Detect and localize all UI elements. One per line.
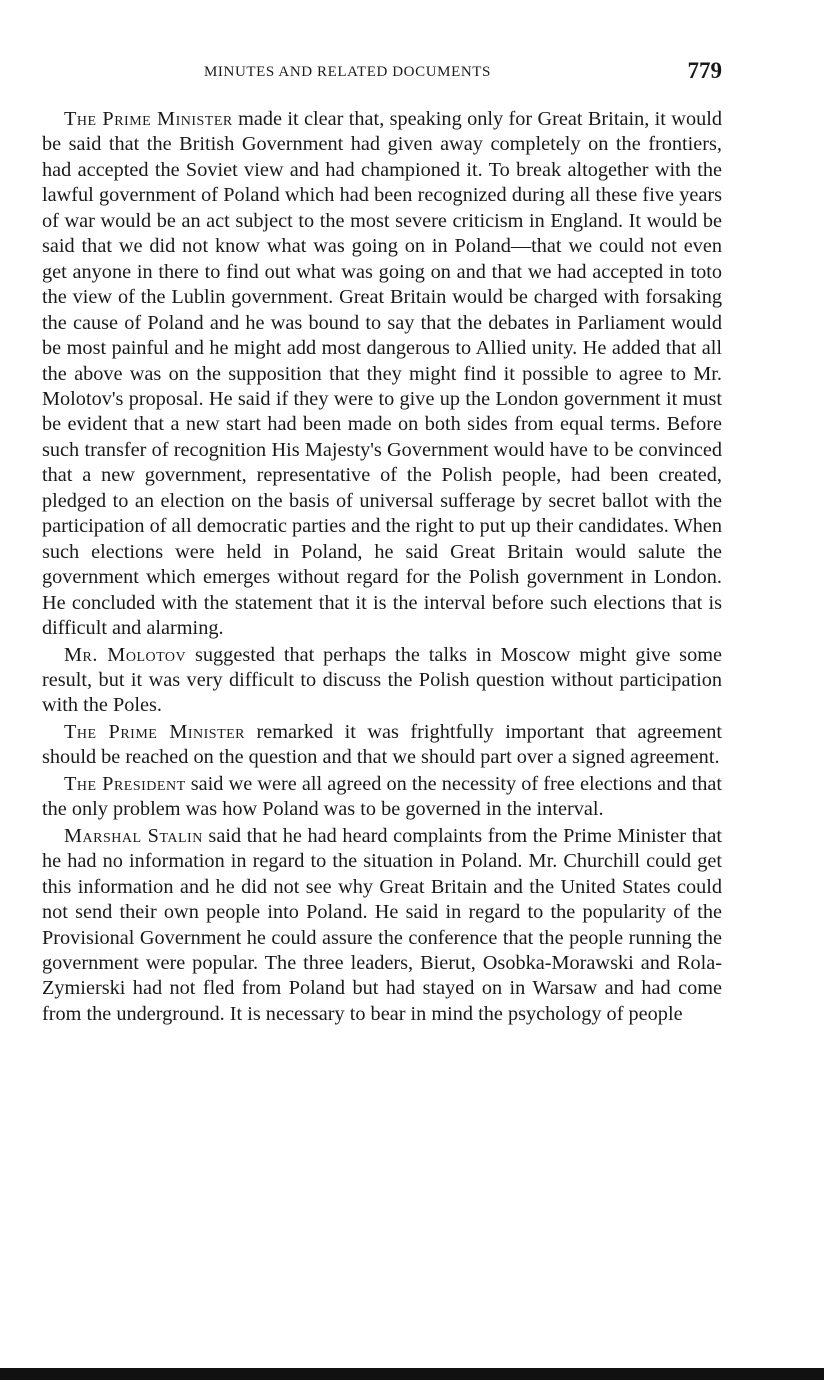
speaker-name: Mr. Molotov	[64, 643, 187, 666]
paragraph-text: said that he had heard complaints from the Prime Minister that he had no information in regard to the situation in Poland. Mr. Churchill could get this information and he did not see why Great Britain and the United States could not send their own people into Poland. He said in regard to the popularity of the Provisional Government he could assure the conference that the people running the government were popular. The three leaders, Bierut, Osobka-Morawski and Rola-Zymierski had not fled from Poland but had stayed on in Warsaw and had come from the underground. It is necessary to bear in mind the psychology of people	[42, 824, 722, 1025]
paragraph	[42, 643, 722, 719]
speaker-name: Marshal Stalin	[64, 824, 203, 847]
paragraph-text: suggested that perhaps the talks in Moscow might give some result, but it was very difficult to discuss the Polish question without participation with the Poles.	[42, 643, 722, 717]
running-head: MINUTES AND RELATED DOCUMENTS	[204, 64, 491, 80]
speaker-name: The Prime Minister	[64, 720, 246, 743]
paragraph	[42, 772, 722, 823]
speaker-name: The Prime Minister	[64, 108, 233, 130]
paragraph	[42, 720, 722, 771]
page-bottom-border	[0, 1368, 824, 1380]
paragraph-text: remarked it was frightfully important that agreement should be reached on the question and that we should part over a signed agreement.	[42, 720, 722, 769]
paragraph	[42, 107, 722, 642]
paragraph	[42, 824, 722, 1028]
page-header	[42, 58, 722, 88]
paragraph-text: said we were all agreed on the necessity of free elections and that the only problem was how Poland was to be governed in the interval.	[42, 772, 722, 821]
paragraph-text: made it clear that, speaking only for Great Britain, it would be said that the British Government had given away completely on the frontiers, had accepted the Soviet view and had championed it. To break altogether with the lawful government of Poland which had been recognized during all these five years of war would be an act subject to the most severe criticism in England. It would be said that we did not know what was going on in Poland—that we could not even get anyone in there to find out what was going on and that we had accepted in toto the view of the Lublin government. Great Britain would be charged with forsaking the cause of Poland and he was bound to say that the debates in Parliament would be most painful and he might add most dangerous to Allied unity. He added that all the above was on the supposition that they might find it possible to agree to Mr. Molotov's proposal. He said if they were to give up the London government it must be evident that a new start had been made on both sides from equal terms. Before such transfer of recognition His Majesty's Government would have to be convinced that a new government, representative of the Polish people, had been created, pledged to an election on the basis of universal sufferage by secret ballot with the participation of all democratic parties and the right to put up their candidates. When such elections were held in Poland, he said Great Britain would salute the government which emerges without regard for the Polish government in London. He concluded with the statement that it is the interval before such elections that is difficult and alarming.	[42, 108, 722, 640]
page-number: 779	[687, 58, 722, 83]
document-body	[42, 107, 722, 1027]
speaker-name: The President	[64, 772, 186, 795]
